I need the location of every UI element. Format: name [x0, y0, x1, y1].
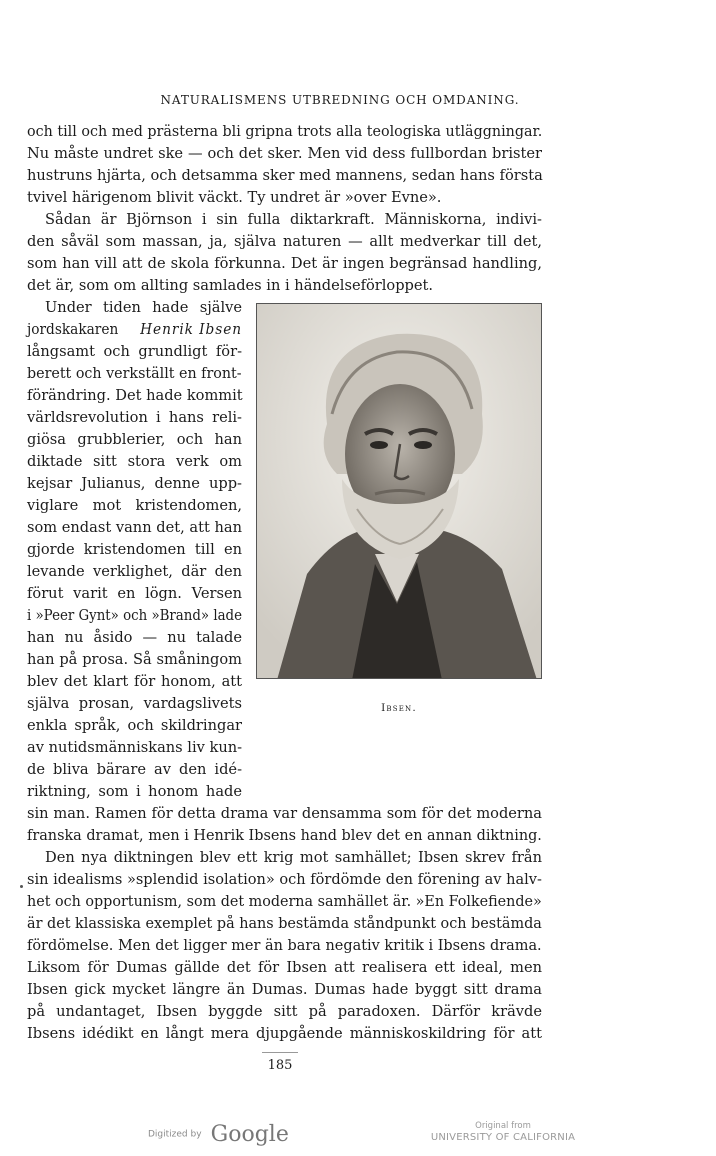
column-line: själva prosan, vardagslivets — [27, 695, 242, 712]
emphasis-name: Henrik Ibsen — [140, 321, 243, 338]
column-line: levande verklighet, där den — [27, 563, 242, 580]
digitized-by-watermark — [148, 1122, 289, 1147]
google-logo: Google — [210, 1122, 289, 1147]
column-line: enkla språk, och skildringar — [27, 717, 242, 734]
column-line: förut varit en lögn. Versen — [27, 585, 242, 602]
original-from-label: Original from — [475, 1121, 531, 1131]
column-line: giösa grubblerier, och han — [27, 431, 242, 448]
column-line: långsamt och grundligt för- — [27, 343, 242, 360]
text-line: tvivel härigenom blivit väckt. Ty undret är »over Evne». — [27, 189, 442, 206]
column-line: diktade sitt stora verk om — [27, 453, 242, 470]
text-line: Sådan är Björnson i sin fulla diktarkraft. Människorna, indivi- — [45, 211, 542, 228]
text-line: het och opportunism, som det moderna samhället är. »En Folkefiende» — [27, 893, 542, 910]
text-line: sin idealisms »splendid isolation» och fördömde den förening av halv- — [27, 871, 542, 888]
text-line: den såväl som massan, ja, själva naturen — allt medverkar till det, — [27, 233, 542, 250]
column-line: viglare mot kristendomen, — [27, 497, 242, 514]
page-number-rule — [262, 1052, 298, 1053]
column-line: gjorde kristendomen till en — [27, 541, 242, 558]
column-line: i »Peer Gynt» och »Brand» lade — [27, 607, 243, 624]
text-line: och till och med prästerna bli gripna trots alla teologiska utläggningar. — [27, 123, 543, 140]
text-line: är det klassiska exemplet på hans bestämda ståndpunkt och bestämda — [27, 915, 542, 932]
institution-label: UNIVERSITY OF CALIFORNIA — [430, 1132, 576, 1143]
text-line: franska dramat, men i Henrik Ibsens hand blev det en annan diktning. — [27, 827, 542, 844]
text-line: Den nya diktningen blev ett krig mot samhället; Ibsen skrev från — [45, 849, 542, 866]
digitized-by-label: Digitized by — [148, 1129, 202, 1140]
column-line: kejsar Julianus, denne upp- — [27, 475, 242, 492]
text-line: det är, som om allting samlades in i händelseförloppet. — [27, 277, 434, 294]
column-line: han på prosa. Så småningom — [27, 651, 242, 668]
text-line: fördömelse. Men det ligger mer än bara negativ kritik i Ibsens drama. — [27, 937, 542, 954]
text-line: sin man. Ramen för detta drama var densamma som för det moderna — [27, 805, 542, 822]
margin-mark — [20, 885, 23, 888]
page-number: 185 — [267, 1058, 293, 1073]
text-line: Ibsen gick mycket längre än Dumas. Dumas hade byggt sitt drama — [27, 981, 542, 998]
column-line: de bliva bärare av den idé- — [27, 761, 242, 778]
column-line: av nutidsmänniskans liv kun- — [27, 739, 243, 756]
column-line: han nu åsido — nu talade — [27, 629, 242, 646]
column-line: Under tiden hade själve — [45, 299, 242, 316]
column-line: berett och verkställt en front- — [27, 365, 242, 382]
text-line: som han vill att de skola förkunna. Det är ingen begränsad handling, — [27, 255, 542, 272]
column-line: riktning, som i honom hade — [27, 783, 242, 800]
text-line: på undantaget, Ibsen byggde sitt på paradoxen. Därför krävde — [27, 1003, 542, 1020]
column-line: världsrevolution i hans reli- — [27, 409, 242, 426]
source-watermark — [430, 1120, 576, 1144]
running-header: NATURALISMENS UTBREDNING OCH OMDANING. — [160, 93, 520, 107]
text-line: Nu måste undret ske — och det sker. Men vid dess fullbordan brister — [27, 145, 542, 162]
figure-caption: Ibsen. — [381, 702, 417, 714]
text-line: Liksom för Dumas gällde det för Ibsen att realisera ett ideal, men — [27, 959, 542, 976]
column-line: som endast vann det, att han — [27, 519, 242, 536]
ibsen-portrait-drawing — [257, 304, 542, 679]
column-line — [27, 320, 243, 340]
column-line-start: jordskakaren — [27, 321, 119, 338]
portrait-illustration — [256, 303, 542, 679]
column-line: förändring. Det hade kommit — [27, 387, 243, 404]
text-line: Ibsens idédikt en långt mera djupgående människoskildring för att — [27, 1025, 542, 1042]
text-line: hustruns hjärta, och detsamma sker med mannens, sedan hans första — [27, 167, 543, 184]
column-line: blev det klart för honom, att — [27, 673, 242, 690]
